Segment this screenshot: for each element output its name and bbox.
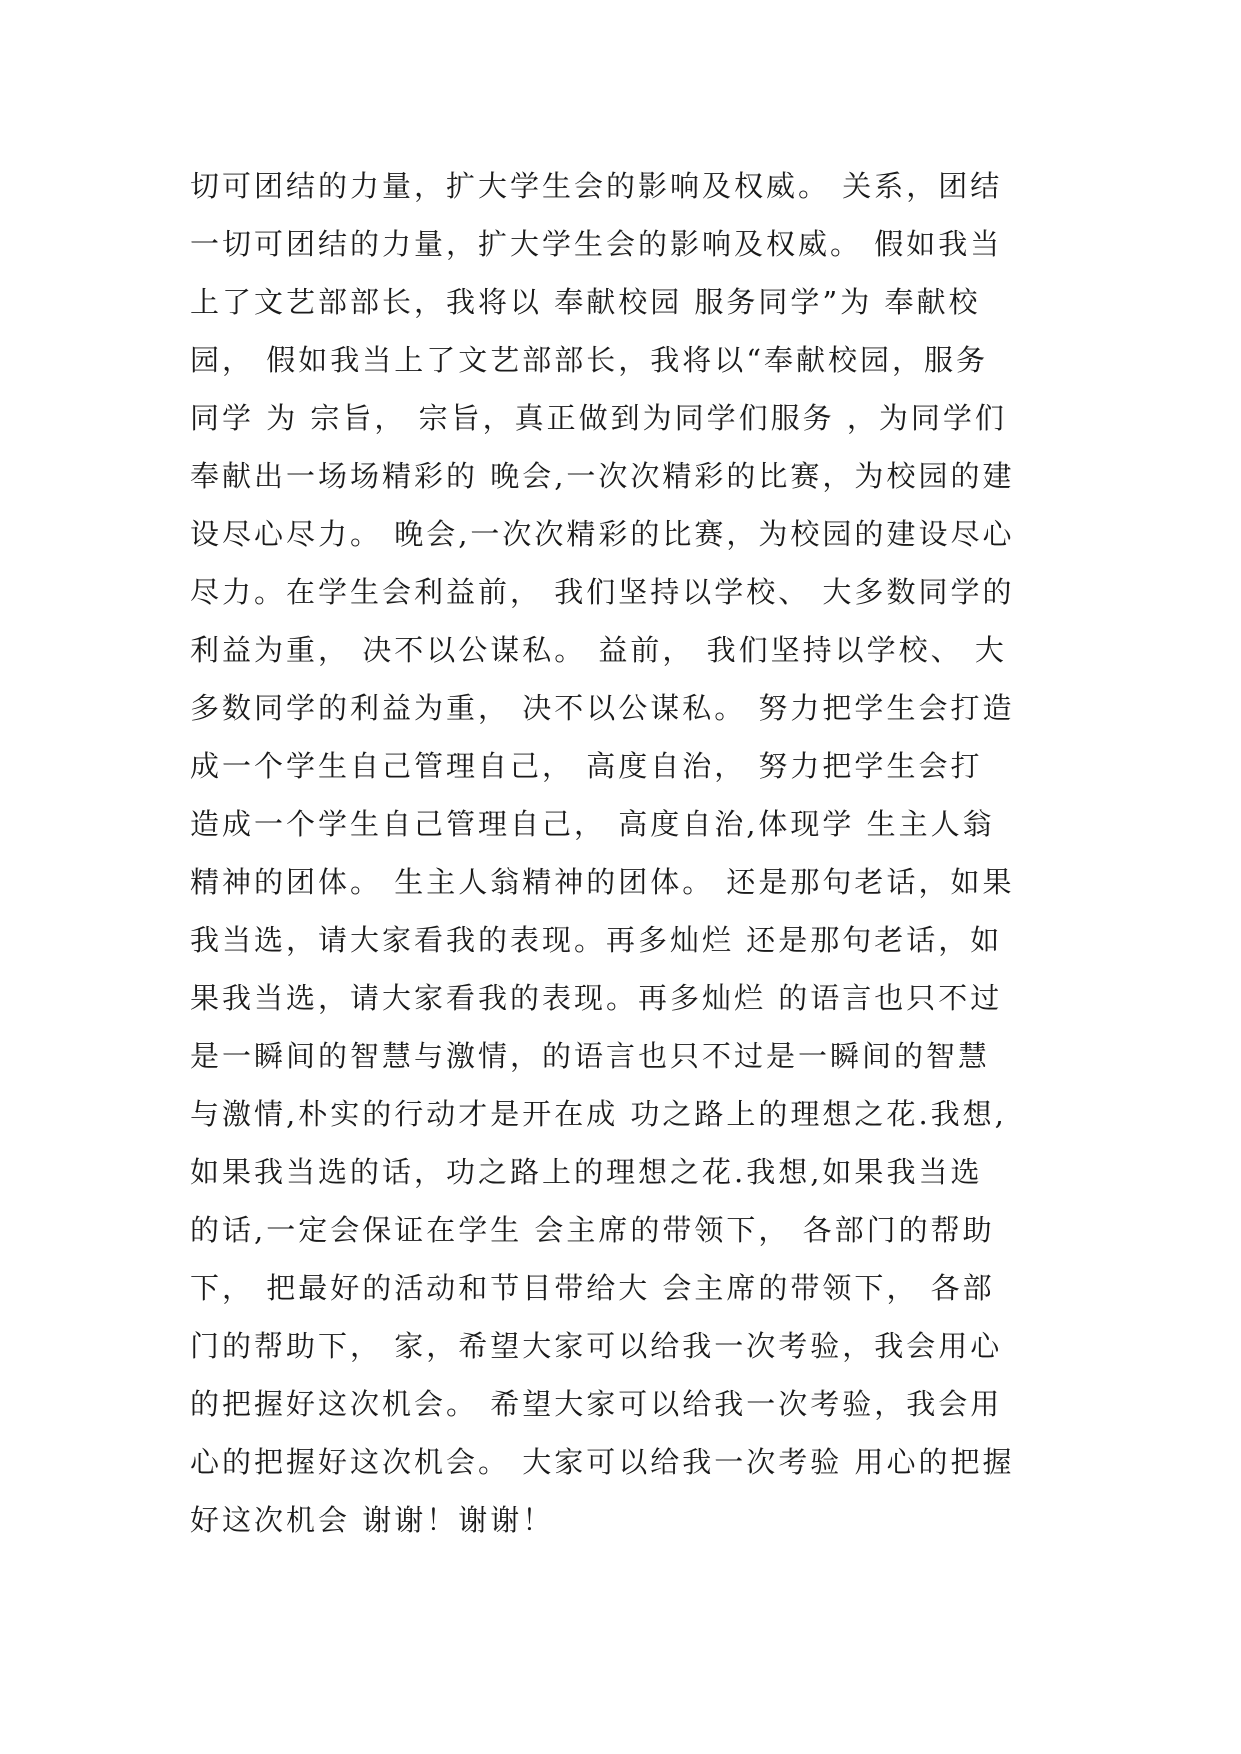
body-text <box>190 157 1070 1549</box>
text-line-7: 设尽心尽力。 晚会,一次次精彩的比赛，为校园的建设尽心 <box>190 517 1015 551</box>
text-line-21: 门的帮助下， 家，希望大家可以给我一次考验，我会用心 <box>190 1329 1003 1363</box>
text-line-22: 的把握好这次机会。 希望大家可以给我一次考验，我会用 <box>190 1387 1003 1421</box>
text-line-8: 尽力。在学生会利益前， 我们坚持以学校、 大多数同学的 <box>190 575 1015 609</box>
text-line-4: 园， 假如我当上了文艺部部长，我将以“奉献校园，服务 <box>190 343 989 377</box>
text-line-24: 好这次机会 谢谢！谢谢！ <box>190 1503 555 1537</box>
text-line-3: 上了文艺部部长，我将以 奉献校园 服务同学”为 奉献校 <box>190 285 981 319</box>
text-line-10: 多数同学的利益为重， 决不以公谋私。 努力把学生会打造 <box>190 691 1015 725</box>
text-line-6: 奉献出一场场精彩的 晚会,一次次精彩的比赛，为校园的建 <box>190 459 1015 493</box>
text-line-18: 如果我当选的话，功之路上的理想之花.我想,如果我当选 <box>190 1155 983 1189</box>
text-line-9: 利益为重， 决不以公谋私。 益前， 我们坚持以学校、 大 <box>190 633 1007 667</box>
text-line-19: 的话,一定会保证在学生 会主席的带领下， 各部门的帮助 <box>190 1213 995 1247</box>
text-line-12: 造成一个学生自己管理自己， 高度自治,体现学 生主人翁 <box>190 807 995 841</box>
text-line-20: 下， 把最好的活动和节目带给大 会主席的带领下， 各部 <box>190 1271 995 1305</box>
text-line-2: 一切可团结的力量，扩大学生会的影响及权威。 假如我当 <box>190 227 1003 261</box>
text-line-14: 我当选，请大家看我的表现。再多灿烂 还是那句老话，如 <box>190 923 1003 957</box>
text-line-1: 切可团结的力量，扩大学生会的影响及权威。 关系，团结 <box>190 169 1003 203</box>
text-line-11: 成一个学生自己管理自己， 高度自治， 努力把学生会打 <box>190 749 983 783</box>
text-line-5: 同学 为 宗旨， 宗旨，真正做到为同学们服务 ，为同学们 <box>190 401 1007 435</box>
text-line-16: 是一瞬间的智慧与激情，的语言也只不过是一瞬间的智慧 <box>190 1039 991 1073</box>
text-line-17: 与激情,朴实的行动才是开在成 功之路上的理想之花.我想, <box>190 1097 1007 1131</box>
text-line-23: 心的把握好这次机会。 大家可以给我一次考验 用心的把握 <box>190 1445 1015 1479</box>
text-line-13: 精神的团体。 生主人翁精神的团体。 还是那句老话，如果 <box>190 865 1015 899</box>
text-line-15: 果我当选，请大家看我的表现。再多灿烂 的语言也只不过 <box>190 981 1003 1015</box>
